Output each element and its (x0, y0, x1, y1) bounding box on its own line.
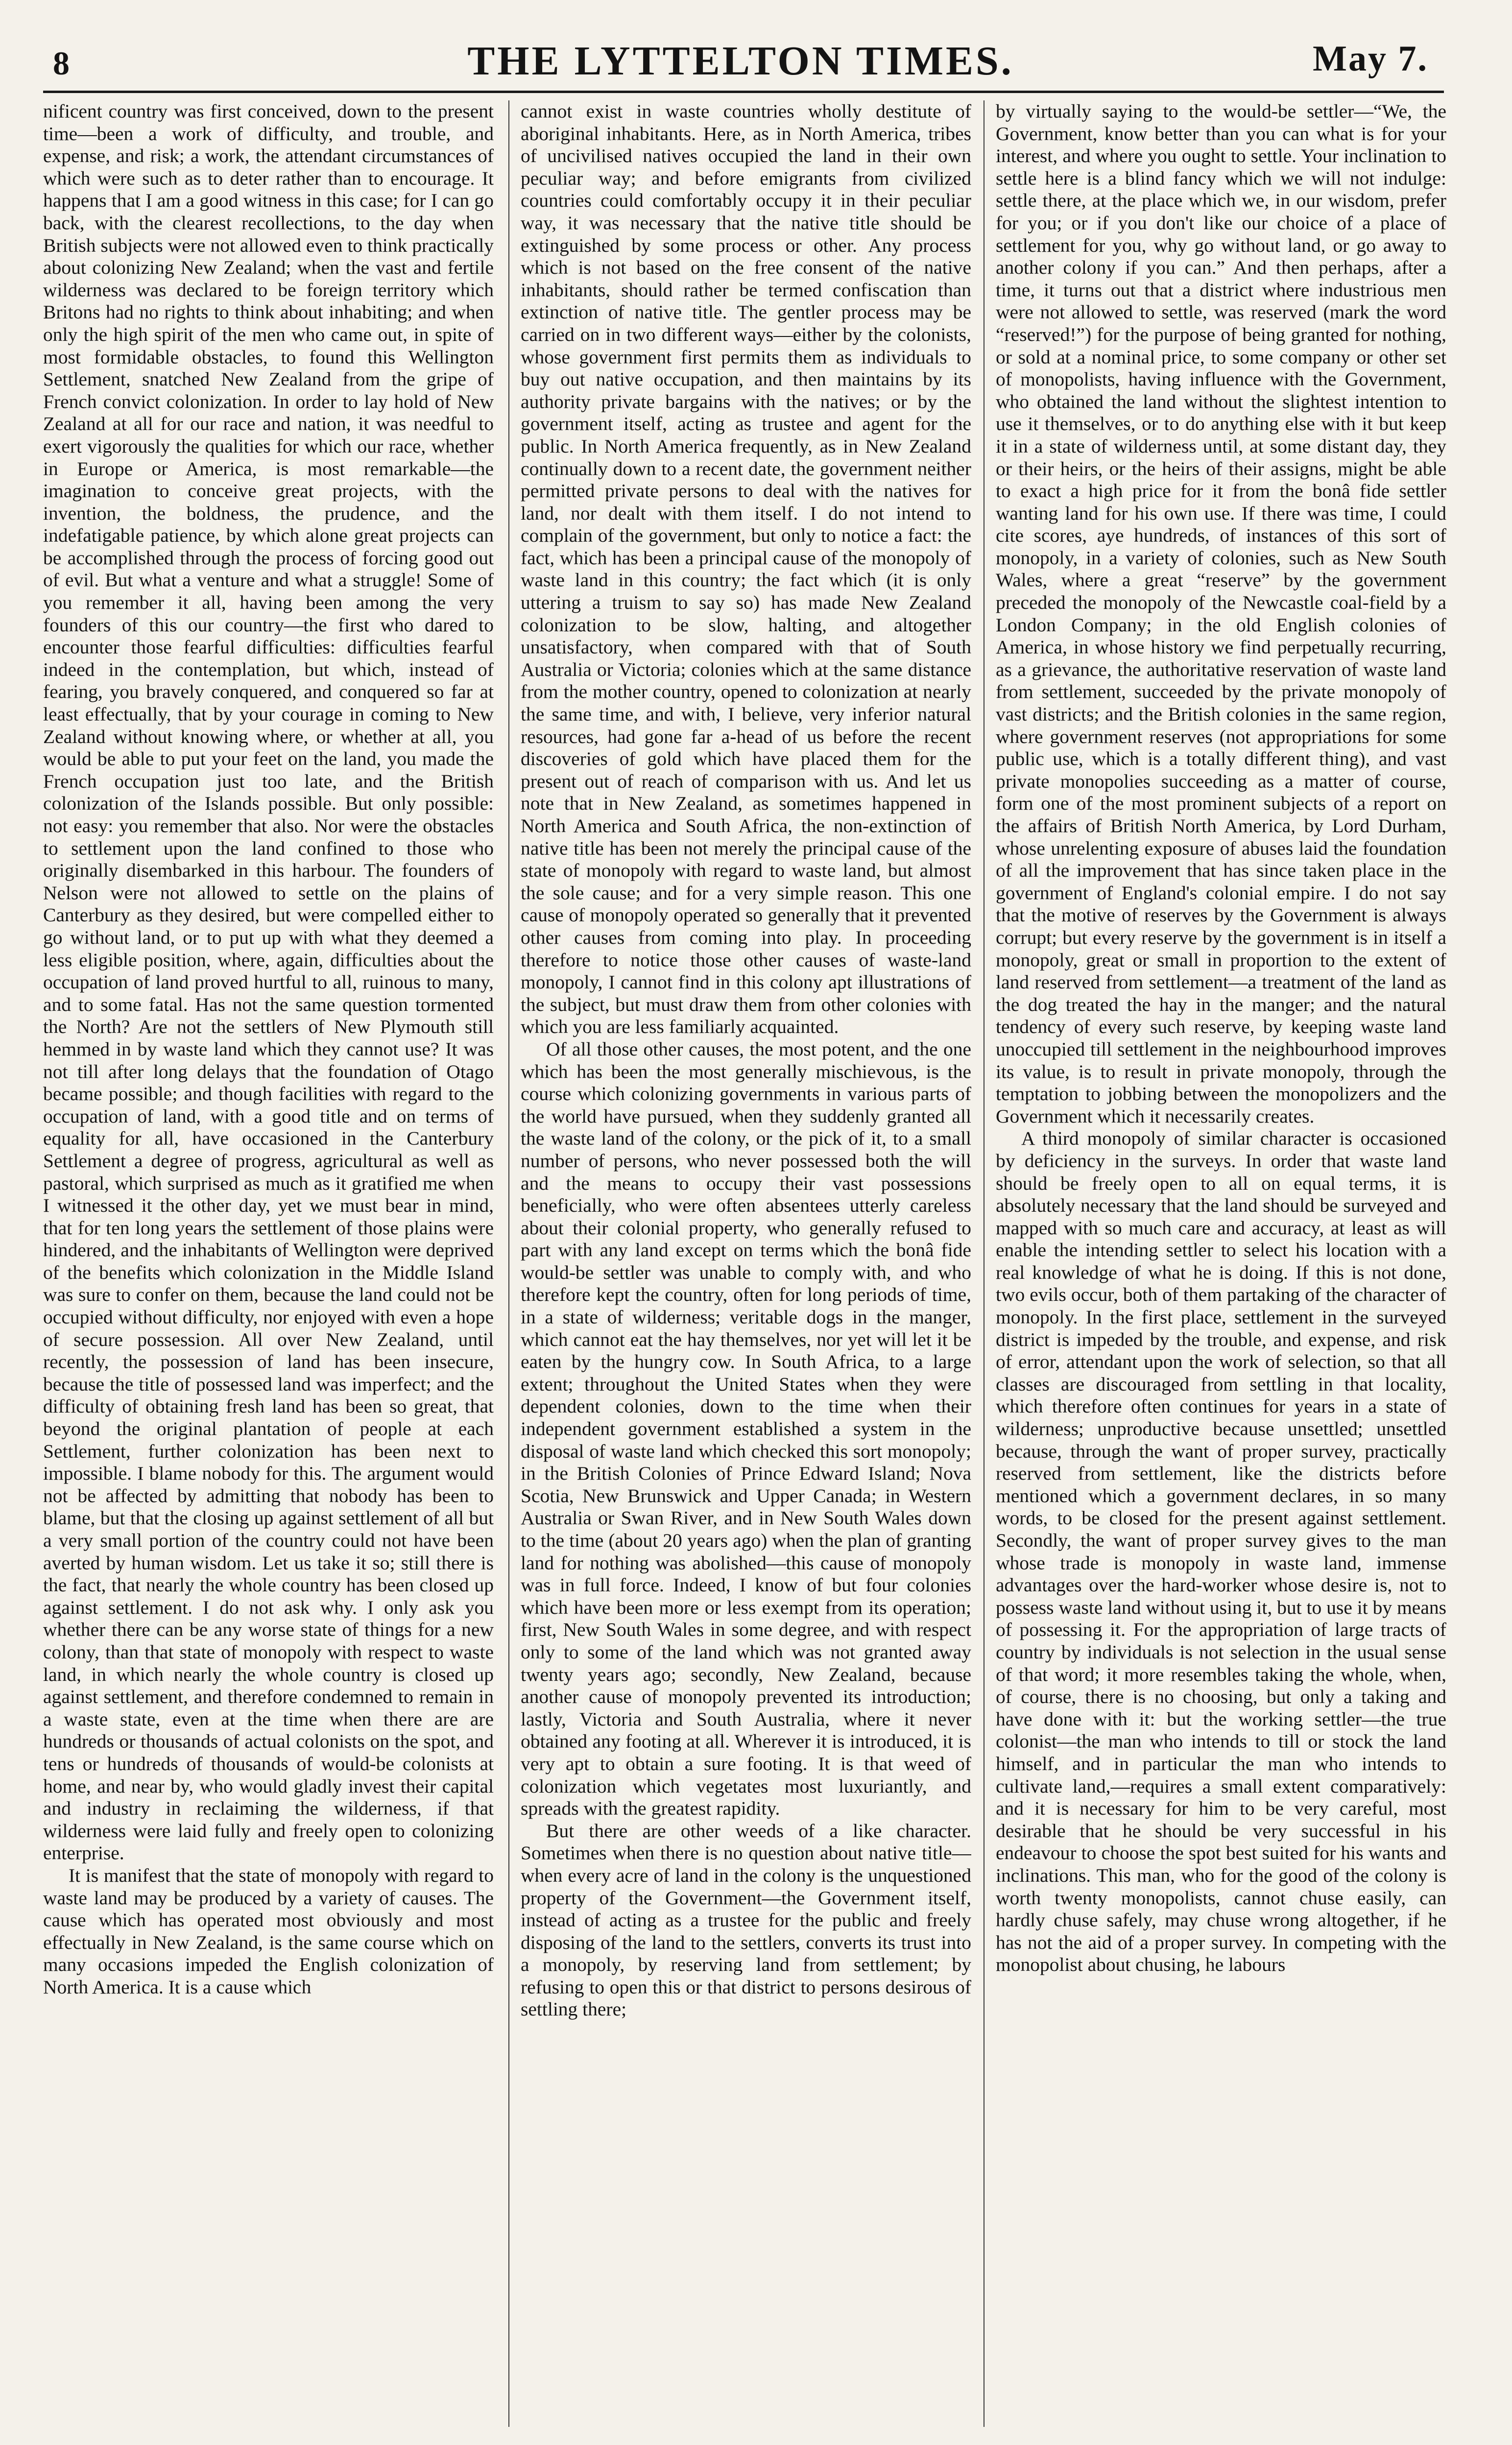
masthead-rule (43, 91, 1444, 93)
masthead (43, 29, 1438, 88)
column-3-paragraph-2: A third monopoly of similar character is occasioned by deficiency in the surveys. In order that waste land should be freely open to all on equal terms, it is absolutely necessary that the land should be surveyed and mapped with so much care and accuracy, at least as will enable the intending settler to select his location with a real knowledge of what he is doing. If this is not done, two evils occur, both of them partaking of the character of monopoly. In the first place, settlement in the surveyed district is impeded by the trouble, and expense, and risk of error, attendant upon the work of selection, so that all classes are discouraged from settling in that locality, which therefore often continues for years in a state of wilderness; unproductive because unsettled; unsettled because, through the want of proper survey, practically reserved from settlement, like the districts before mentioned which a government declares, in so many words, to be closed for the present against settlement. Secondly, the want of proper survey gives to the man whose trade is monopoly in waste land, immense advantages over the hard-worker whose desire is, not to possess waste land without using it, but to use it by means of possessing it. For the appropriation of large tracts of country by individuals is not selection in the usual sense of that word; it more resembles taking the whole, when, of course, there is no choosing, but only a taking and have done with it: but the working settler—the true colonist—the man who intends to till or stock the land himself, and in particular the man who intends to cultivate land,—requires a small extent comparatively: and it is necessary for him to be very careful, most desirable that he should be very successful in his endeavour to choose the spot best suited for his wants and inclinations. This man, who for the good of the colony is worth twenty monopolists, cannot chuse easily, can hardly chuse safely, may chuse wrong altogether, if he has not the aid of a proper survey. In competing with the monopolist about chusing, he labours (996, 1127, 1446, 1976)
page-number: 8 (53, 45, 70, 82)
column-2-paragraph-2: Of all those other causes, the most potent, and the one which has been the most generally mischievous, is the course which colonizing governments in various parts of the world have pursued, when they suddenly granted all the waste land of the colony, or the pick of it, to a small number of persons, who never possessed both the will and the means to occupy their vast possessions beneficially, who were often absentees utterly careless about their colonial property, who generally refused to part with any land except on terms which the bonâ fide would-be settler was unable to comply with, and who therefore kept the country, often for long periods of time, in a state of wilderness; veritable dogs in the manger, which cannot eat the hay themselves, nor yet will let it be eaten by the hungry cow. In South Africa, to a large extent; throughout the United States when they were dependent colonies, down to the time when their independent government established a system in the disposal of waste land which checked this sort monopoly; in the British Colonies of Prince Edward Island; Nova Scotia, New Brunswick and Upper Canada; in Western Australia or Swan River, and in New South Wales down to the time (about 20 years ago) when the plan of granting land for nothing was abolished—this cause of monopoly was in full force. Indeed, I know of but four colonies which have been more or less exempt from its operation; first, New South Wales in some degree, and with respect only to some of the land which was not granted away twenty years ago; secondly, New Zealand, because another cause of monopoly prevented its introduction; lastly, Victoria and South Australia, where it never obtained any footing at all. Wherever it is introduced, it is very apt to obtain a sure footing. It is that weed of colonization which vegetates most luxuriantly, and spreads with the greatest rapidity. (521, 1038, 971, 1820)
column-3 (996, 100, 1446, 2427)
column-2-paragraph-3: But there are other weeds of a like character. Sometimes when there is no question about native title—when every acre of land in the colony is the unquestioned property of the Government—the Government itself, instead of acting as a trustee for the public and freely disposing of the land to the settlers, converts its trust into a monopoly, by reserving land from settlement; by refusing to open this or that district to persons desirous of settling there; (521, 1820, 971, 2020)
column-2-paragraph-1: cannot exist in waste countries wholly destitute of aboriginal inhabitants. Here, as in North America, tribes of uncivilised natives occupied the land in their own peculiar way; and before emigrants from civilized countries could comfortably occupy it in their peculiar way, it was necessary that the native title should be extinguished by some process or other. Any process which is not based on the free consent of the native inhabitants, should rather be termed confiscation than extinction of native title. The gentler process may be carried on in two different ways—either by the colonists, whose government first permits them as individuals to buy out native occupation, and then maintains by its authority private bargains with the natives; or by the government itself, acting as trustee and agent for the public. In North America frequently, as in New Zealand continually down to a recent date, the government neither permitted private persons to deal with the natives for land, nor dealt with them itself. I do not intend to complain of the government, but only to notice a fact: the fact, which has been a principal cause of the monopoly of waste land in this country; the fact which (it is only uttering a truism to say so) has made New Zealand colonization to be slow, halting, and altogether unsatisfactory, when compared with that of South Australia or Victoria; colonies which at the same distance from the mother country, opened to colonization at nearly the same time, and with, I believe, very inferior natural resources, had gone far a-head of us before the recent discoveries of gold which have placed them for the present out of reach of comparison with us. And let us note that in New Zealand, as sometimes happened in North America and South Africa, the non-extinction of native title has been not merely the principal cause of the state of monopoly with regard to waste land, but almost the sole cause; and for a very simple reason. This one cause of monopoly operated so generally that it prevented other causes from coming into play. In proceeding therefore to notice those other causes of waste-land monopoly, I cannot find in this colony apt illustrations of the subject, but must draw them from other colonies with which you are less familiarly acquainted. (521, 100, 971, 1038)
column-2 (521, 100, 971, 2427)
column-1-paragraph-1: nificent country was first conceived, down to the present time—been a work of difficulty, and trouble, and expense, and risk; a work, the attendant circumstances of which were such as to deter rather than to encourage. It happens that I am a good witness in this case; for I can go back, with the clearest recollections, to the day when British subjects were not allowed even to think practically about colonizing New Zealand; when the vast and fertile wilderness was declared to be foreign territory which Britons had no rights to think about inhabiting; and when only the high spirit of the men who came out, in spite of most formidable obstacles, to found this Wellington Settlement, snatched New Zealand from the gripe of French convict colonization. In order to lay hold of New Zealand at all for our race and nation, it was needful to exert vigorously the qualities for which our race, whether in Europe or America, is most remarkable—the imagination to conceive great projects, with the invention, the boldness, the prudence, and the indefatigable patience, by which alone great projects can be accomplished through the process of forcing good out of evil. But what a venture and what a struggle! Some of you remember it all, having been among the very founders of this our country—the first who dared to encounter those fearful difficulties: difficulties fearful indeed in the contemplation, but which, instead of fearing, you bravely conquered, and conquered so far at least effectually, that by your courage in coming to New Zealand without knowing where, or whether at all, you would be able to put your feet on the land, you made the French occupation just too late, and the British colonization of the Islands possible. But only possible: not easy: you remember that also. Nor were the obstacles to settlement upon the land confined to those who originally disembarked in this harbour. The founders of Nelson were not allowed to settle on the plains of Canterbury as they desired, but were compelled either to go without land, or to put up with what they deemed a less eligible position, where, again, difficulties about the occupation of land proved hurtful to all, ruinous to many, and to some fatal. Has not the same question tormented the North? Are not the settlers of New Plymouth still hemmed in by waste land which they cannot use? It was not till after long delays that the foundation of Otago became possible; and though facilities with regard to the occupation of land, with a good title and on terms of equality for all, have occasioned in the Canterbury Settlement a degree of progress, agricultural as well as pastoral, which surprised as much as it gratified me when I witnessed it the other day, yet we must bear in mind, that for ten long years the settlement of those plains were hindered, and the inhabitants of Wellington were deprived of the benefits which colonization in the Middle Island was sure to confer on them, because the land could not be occupied without difficulty, nor enjoyed with even a hope of secure possession. All over New Zealand, until recently, the possession of land has been insecure, because the title of possessed land was imperfect; and the difficulty of obtaining fresh land has been so great, that beyond the original plantation of people at each Settlement, further colonization has been next to impossible. I blame nobody for this. The argument would not be affected by admitting that nobody has been to blame, but that the closing up against settlement of all but a very small portion of the country could not have been averted by human wisdom. Let us take it so; still there is the fact, that nearly the whole country has been closed up against settlement. I do not ask why. I only ask you whether there can be any worse state of things for a new colony, than that state of monopoly with respect to waste land, in which nearly the whole country is closed up against settlement, and therefore condemned to remain in a waste state, even at the time when there are are hundreds or thousands of actual colonists on the spot, and tens or hundreds of thousands of would-be colonists at home, and near by, who would gladly invest their capital and industry in reclaiming the wilderness, if that wilderness were laid fully and freely open to colonizing enterprise. (43, 100, 494, 1864)
column-1-paragraph-2: It is manifest that the state of monopoly with regard to waste land may be produced by a variety of causes. The cause which has operated most obviously and most effectually in New Zealand, is the same course which on many occasions impeded the English colonization of North America. It is a cause which (43, 1864, 494, 1998)
column-3-paragraph-1: by virtually saying to the would-be settler—“We, the Government, know better than you can what is for your interest, and where you ought to settle. Your inclination to settle here is a blind fancy which we will not indulge: settle there, at the place which we, in our wisdom, prefer for you; or if you don't like our choice of a place of settlement for you, why go without land, or go away to another colony if you can.” And then perhaps, after a time, it turns out that a district where industrious men were not allowed to settle, was reserved (mark the word “reserved!”) for the purpose of being granted for nothing, or sold at a nominal price, to some company or other set of monopolists, having influence with the Government, who obtained the land without the slightest intention to use it themselves, or to do anything else with it but keep it in a state of wilderness until, at some distant day, they or their heirs, or the heirs of their assigns, might be able to exact a high price for it from the bonâ fide settler wanting land for his own use. If there was time, I could cite scores, aye hundreds, of instances of this sort of monopoly, in a variety of colonies, such as New South Wales, where a great “reserve” by the government preceded the monopoly of the Newcastle coal-field by a London Company; in the old English colonies of America, in whose history we find perpetually recurring, as a grievance, the authoritative reservation of waste land from settlement, succeeded by the private monopoly of vast districts; and the British colonies in the same region, where government reserves (not appropriations for some public use, which is a totally different thing), and vast private monopolies succeeding as a matter of course, form one of the most prominent subjects of a report on the affairs of British North America, by Lord Durham, whose unrelenting exposure of abuses laid the foundation of all the improvement that has since taken place in the government of England's colonial empire. I do not say that the motive of reserves by the Government is always corrupt; but every reserve by the government is in itself a monopoly, great or small in proportion to the extent of land reserved from settlement—a treatment of the land as the dog treated the hay in the manger; and the natural tendency of every such reserve, by keeping waste land unoccupied till settlement in the neighbourhood improves its value, is to result in private monopoly, through the temptation to jobbing between the monopolizers and the Government which it necessarily creates. (996, 100, 1446, 1127)
issue-date: May 7. (1313, 39, 1428, 79)
column-rule-1 (508, 100, 509, 2427)
column-1 (43, 100, 494, 2427)
article-columns (43, 100, 1444, 2427)
newspaper-title: THE LYTTELTON TIMES. (467, 38, 1014, 84)
